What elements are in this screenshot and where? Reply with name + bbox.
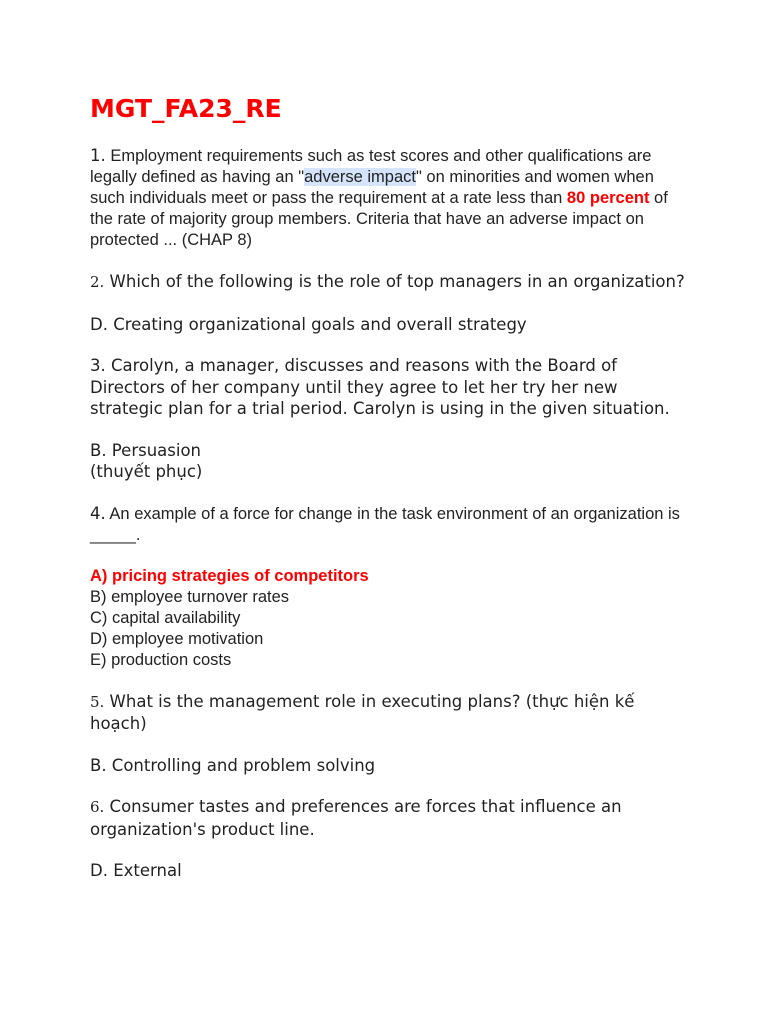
- emphasis-red: 80 percent: [566, 189, 650, 207]
- option-a: A) pricing strategies of competitors: [90, 566, 369, 585]
- answer-3: [90, 440, 690, 483]
- question-number: 4.: [90, 503, 106, 523]
- option-c: C) capital availability: [90, 608, 241, 627]
- question-text: Employment requirements such as test scores and other qualifications are legally defined as having an ": [90, 147, 652, 186]
- question-number: 6.: [90, 798, 105, 816]
- question-number: 2.: [90, 273, 105, 291]
- answer-text: B. Persuasion: [90, 440, 202, 460]
- option-b: B) employee turnover rates: [90, 587, 290, 606]
- answer-2: D. Creating organizational goals and overall strategy: [90, 314, 527, 334]
- question-text: What is the management role in executing plans? (thực hiện kế hoạch): [90, 691, 635, 733]
- answer-5: B. Controlling and problem solving: [90, 755, 376, 775]
- question-text: of the rate of majority group members. Criteria that have an adverse impact on protected ... (CHAP 8): [90, 189, 668, 249]
- question-text: Consumer tastes and preferences are forces that influence an organization's product line.: [90, 797, 622, 839]
- question-number: 3.: [90, 356, 106, 375]
- question-text: " on minorities and women when such individuals meet or pass the requirement at a rate less than: [90, 168, 654, 207]
- question-text: An example of a force for change in the task environment of an organization is _____.: [90, 504, 680, 544]
- question-number: 5.: [90, 692, 105, 711]
- question-4: [90, 503, 690, 546]
- answer-6: D. External: [90, 861, 182, 880]
- question-2: [90, 271, 690, 294]
- option-e: E) production costs: [90, 650, 232, 669]
- question-6: [90, 796, 690, 840]
- question-3: [90, 355, 690, 420]
- highlighted-term: adverse impact: [304, 168, 416, 186]
- question-text: Carolyn, a manager, discusses and reasons with the Board of Directors of her company until they agree to let her try her new strategic plan for a trial period. Carolyn is using in the given situation.: [90, 356, 670, 418]
- document-page: [90, 92, 690, 882]
- answer-note: (thuyết phục): [90, 462, 203, 481]
- options-list: [90, 566, 690, 671]
- question-5: [90, 691, 690, 735]
- question-text: Which of the following is the role of top managers in an organization?: [104, 272, 685, 291]
- question-number: 1.: [90, 146, 106, 165]
- page-title: MGT_FA23_RE: [90, 94, 282, 123]
- option-d: D) employee motivation: [90, 629, 264, 648]
- question-1: [90, 145, 690, 251]
